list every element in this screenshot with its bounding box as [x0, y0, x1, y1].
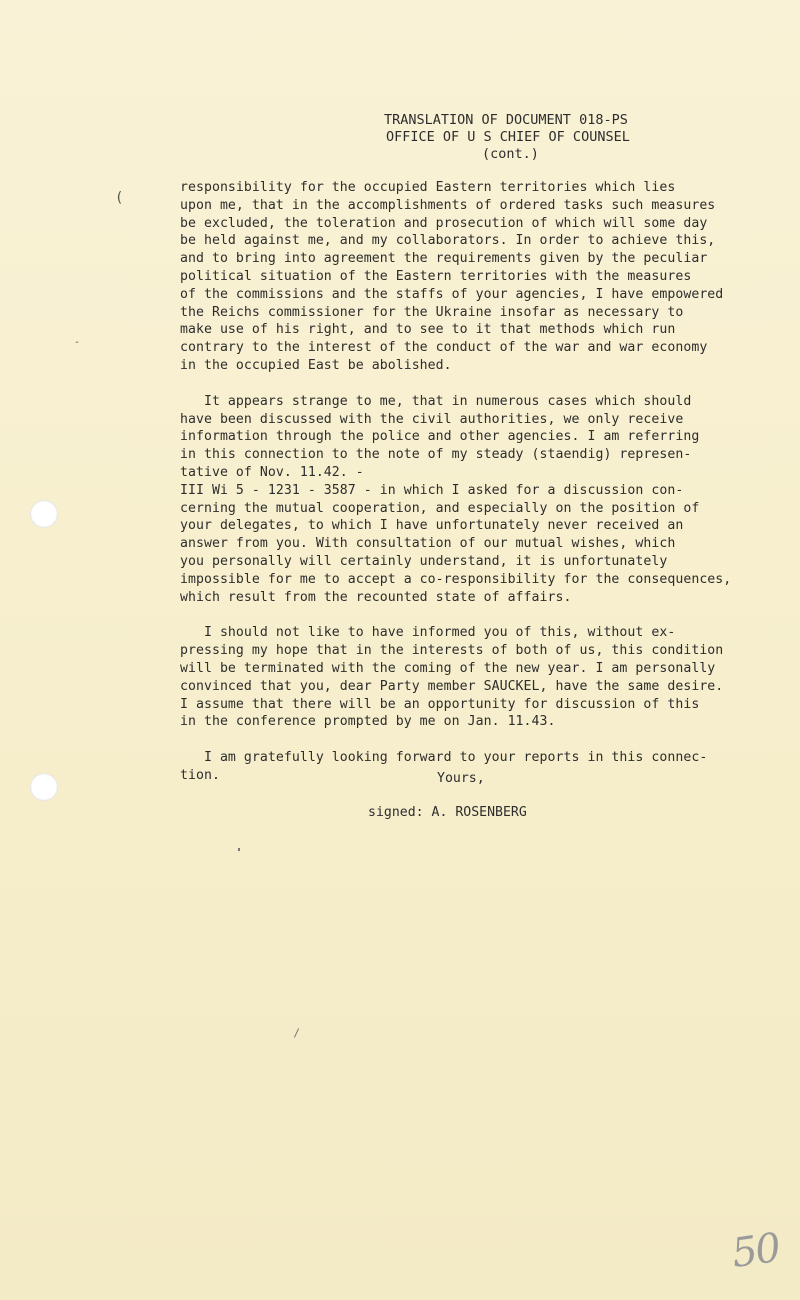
text-line: in the occupied East be abolished. [180, 357, 452, 373]
ink-speck [238, 848, 240, 851]
text-line: cerning the mutual cooperation, and especially on the position of [180, 500, 700, 516]
text-line: responsibility for the occupied Eastern territories which lies [180, 180, 676, 195]
text-line: tative of Nov. 11.42. - [180, 464, 364, 480]
document-header [384, 112, 644, 163]
ink-speck [294, 1028, 299, 1037]
text-line: and to bring into agreement the requirements given by the peculiar [180, 251, 708, 267]
text-line: will be terminated with the coming of the new year. I am personally [180, 660, 716, 676]
text-line: be held against me, and my collaborators. In order to achieve this, [180, 233, 716, 249]
closing-salutation: Yours, [437, 771, 485, 786]
page-number: 50 [729, 1224, 782, 1278]
header-continued: (cont.) [482, 146, 539, 162]
signature-line: signed: A. ROSENBERG [368, 805, 527, 820]
header-title: TRANSLATION OF DOCUMENT 018-PS [384, 112, 628, 128]
text-line: you personally will certainly understand, it is unfortunately [180, 553, 668, 569]
text-line: which result from the recounted state of affairs. [180, 589, 572, 605]
text-line: pressing my hope that in the interests of both of us, this condition [180, 643, 724, 659]
text-line: answer from you. With consultation of our mutual wishes, which [180, 536, 676, 552]
text-line: the Reichs commissioner for the Ukraine insofar as necessary to [180, 304, 684, 320]
text-line: in this connection to the note of my steady (staendig) represen- [180, 447, 692, 463]
text-line: your delegates, to which I have unfortunately never received an [180, 518, 684, 534]
text-line: impossible for me to accept a co-responsibility for the consequences, [180, 571, 732, 587]
text-line: I should not like to have informed you of this, without ex- [180, 625, 676, 641]
text-line: have been discussed with the civil authorities, we only receive [180, 411, 684, 427]
punch-hole [30, 773, 58, 801]
margin-mark: - [74, 337, 81, 348]
punch-hole [30, 500, 58, 528]
text-line: upon me, that in the accomplishments of ordered tasks such measures [180, 197, 716, 213]
header-office: OFFICE OF U S CHIEF OF COUNSEL [386, 129, 630, 145]
text-line: I assume that there will be an opportunity for discussion of this [180, 696, 700, 712]
text-line: be excluded, the toleration and prosecution of which will some day [180, 215, 708, 231]
margin-mark: ( [115, 190, 124, 206]
text-line: III Wi 5 - 1231 - 3587 - in which I asked for a discussion con- [180, 482, 684, 498]
text-line: political situation of the Eastern territories with the measures [180, 268, 692, 284]
text-line: convinced that you, dear Party member SAUCKEL, have the same desire. [180, 678, 724, 694]
text-line: contrary to the interest of the conduct of the war and war economy [180, 340, 708, 356]
text-line: make use of his right, and to see to it that methods which run [180, 322, 676, 338]
text-line: information through the police and other agencies. I am referring [180, 429, 700, 445]
text-line: in the conference prompted by me on Jan. 11.43. [180, 714, 556, 730]
text-line: It appears strange to me, that in numerous cases which should [180, 393, 692, 409]
letter-body [180, 179, 780, 803]
paragraph [180, 179, 780, 375]
paragraph [180, 393, 780, 607]
text-line: I am gratefully looking forward to your reports in this connec- [180, 750, 708, 766]
text-line: tion. [180, 767, 220, 783]
paragraph [180, 624, 780, 731]
text-line: of the commissions and the staffs of your agencies, I have empowered [180, 286, 724, 302]
